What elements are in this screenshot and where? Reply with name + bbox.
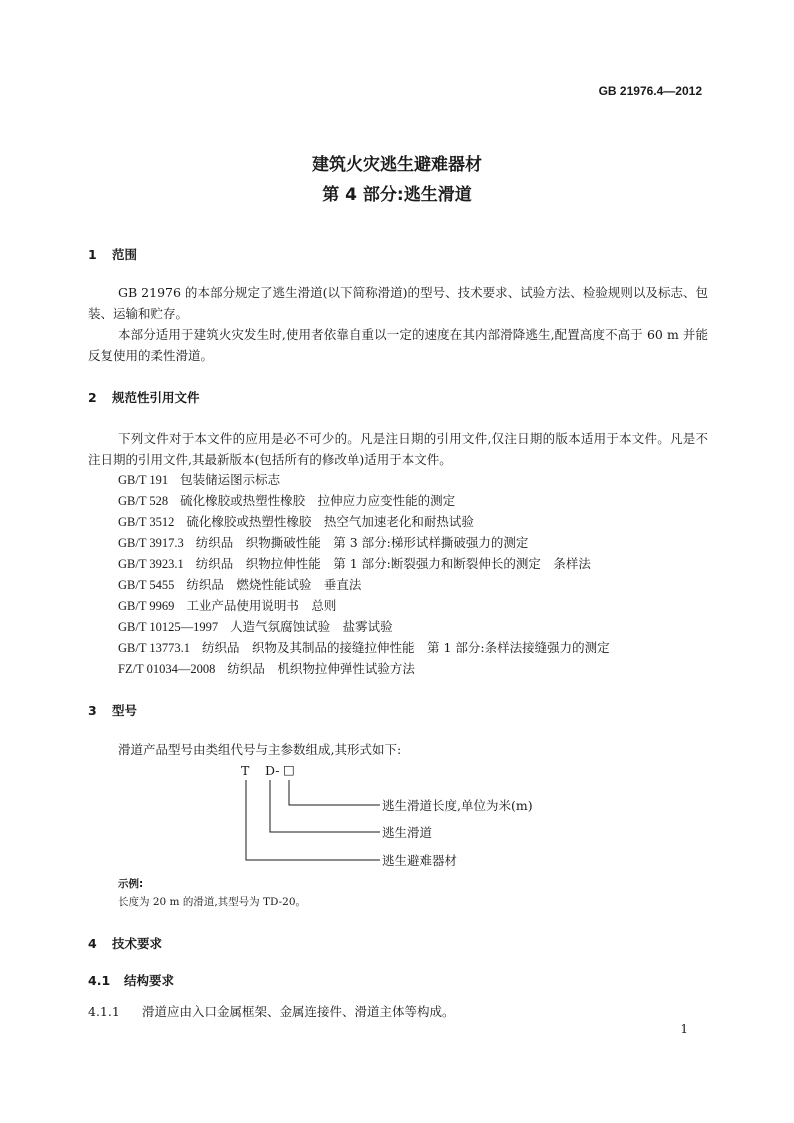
model-char-d: D- [265, 763, 280, 778]
reference-item: GB/T 3512 硫化橡胶或热塑性橡胶 热空气加速老化和耐热试验 [118, 514, 474, 529]
section-title: 型号 [112, 703, 138, 718]
subsection-heading-4-1 [88, 971, 174, 989]
reference-item: GB/T 191 包装储运图示标志 [118, 472, 281, 487]
example-text: 长度为 20 m 的滑道,其型号为 TD-20。 [118, 896, 307, 908]
clause-4-1-1 [88, 1001, 708, 1022]
references-intro: 下列文件对于本文件的应用是必不可少的。凡是注日期的引用文件,仅注日期的版本适用于本文件。凡是不注日期的引用文件,其最新版本(包括所有的修改单)适用于本文件。 [88, 431, 708, 467]
clause-text: 滑道应由入口金属框架、金属连接件、滑道主体等构成。 [142, 1004, 455, 1019]
page-number: 1 [680, 1022, 688, 1036]
example-label: 示例: [118, 878, 144, 890]
section-number: 3 [88, 703, 97, 718]
subsection-title: 结构要求 [124, 973, 175, 988]
subsection-number: 4.1 [88, 973, 111, 988]
reference-item: GB/T 10125—1997 人造气氛腐蚀试验 盐雾试验 [118, 619, 393, 634]
reference-item: FZ/T 01034—2008 纺织品 机织物拉伸弹性试验方法 [118, 661, 415, 676]
diagram-label-chute: 逃生滑道 [382, 825, 433, 840]
section-number: 1 [88, 247, 97, 262]
diagram-label-equipment: 逃生避难器材 [382, 853, 458, 868]
section-title: 范围 [112, 247, 138, 262]
model-parameter-box: □ [283, 762, 295, 777]
section-title: 技术要求 [112, 936, 163, 951]
scope-paragraph-2: 本部分适用于建筑火灾发生时,使用者依靠自重以一定的速度在其内部滑降逃生,配置高度不高于 60 m 并能反复使用的柔性滑道。 [88, 327, 708, 363]
reference-item: GB/T 528 硫化橡胶或热塑性橡胶 拉伸应力应变性能的测定 [118, 493, 456, 508]
reference-item: GB/T 5455 纺织品 燃烧性能试验 垂直法 [118, 577, 362, 592]
reference-item: GB/T 3923.1 纺织品 织物拉伸性能 第 1 部分:断裂强力和断裂伸长的测定 条样法 [118, 556, 591, 571]
doc-title-line1: 建筑火灾逃生避难器材 [312, 155, 482, 175]
section-heading-4 [88, 934, 162, 952]
reference-item: GB/T 9969 工业产品使用说明书 总则 [118, 598, 337, 613]
section-number: 4 [88, 936, 97, 951]
standard-code: GB 21976.4—2012 [598, 84, 702, 98]
clause-number: 4.1.1 [88, 1004, 120, 1019]
reference-item: GB/T 13773.1 纺织品 织物及其制品的接缝拉伸性能 第 1 部分:条样法接缝强力的测定 [118, 640, 610, 655]
section-title: 规范性引用文件 [112, 390, 200, 405]
model-intro: 滑道产品型号由类组代号与主参数组成,其形式如下: [118, 742, 402, 757]
model-char-t: T [241, 763, 250, 778]
diagram-label-length: 逃生滑道长度,单位为米(m) [382, 798, 533, 813]
section-number: 2 [88, 390, 97, 405]
reference-item: GB/T 3917.3 纺织品 织物撕破性能 第 3 部分:梯形试样撕破强力的测定 [118, 535, 529, 550]
scope-paragraph-1: GB 21976 的本部分规定了逃生滑道(以下简称滑道)的型号、技术要求、试验方法、检验规则以及标志、包装、运输和贮存。 [88, 285, 708, 321]
doc-title-line2: 第 4 部分:逃生滑道 [322, 185, 472, 205]
